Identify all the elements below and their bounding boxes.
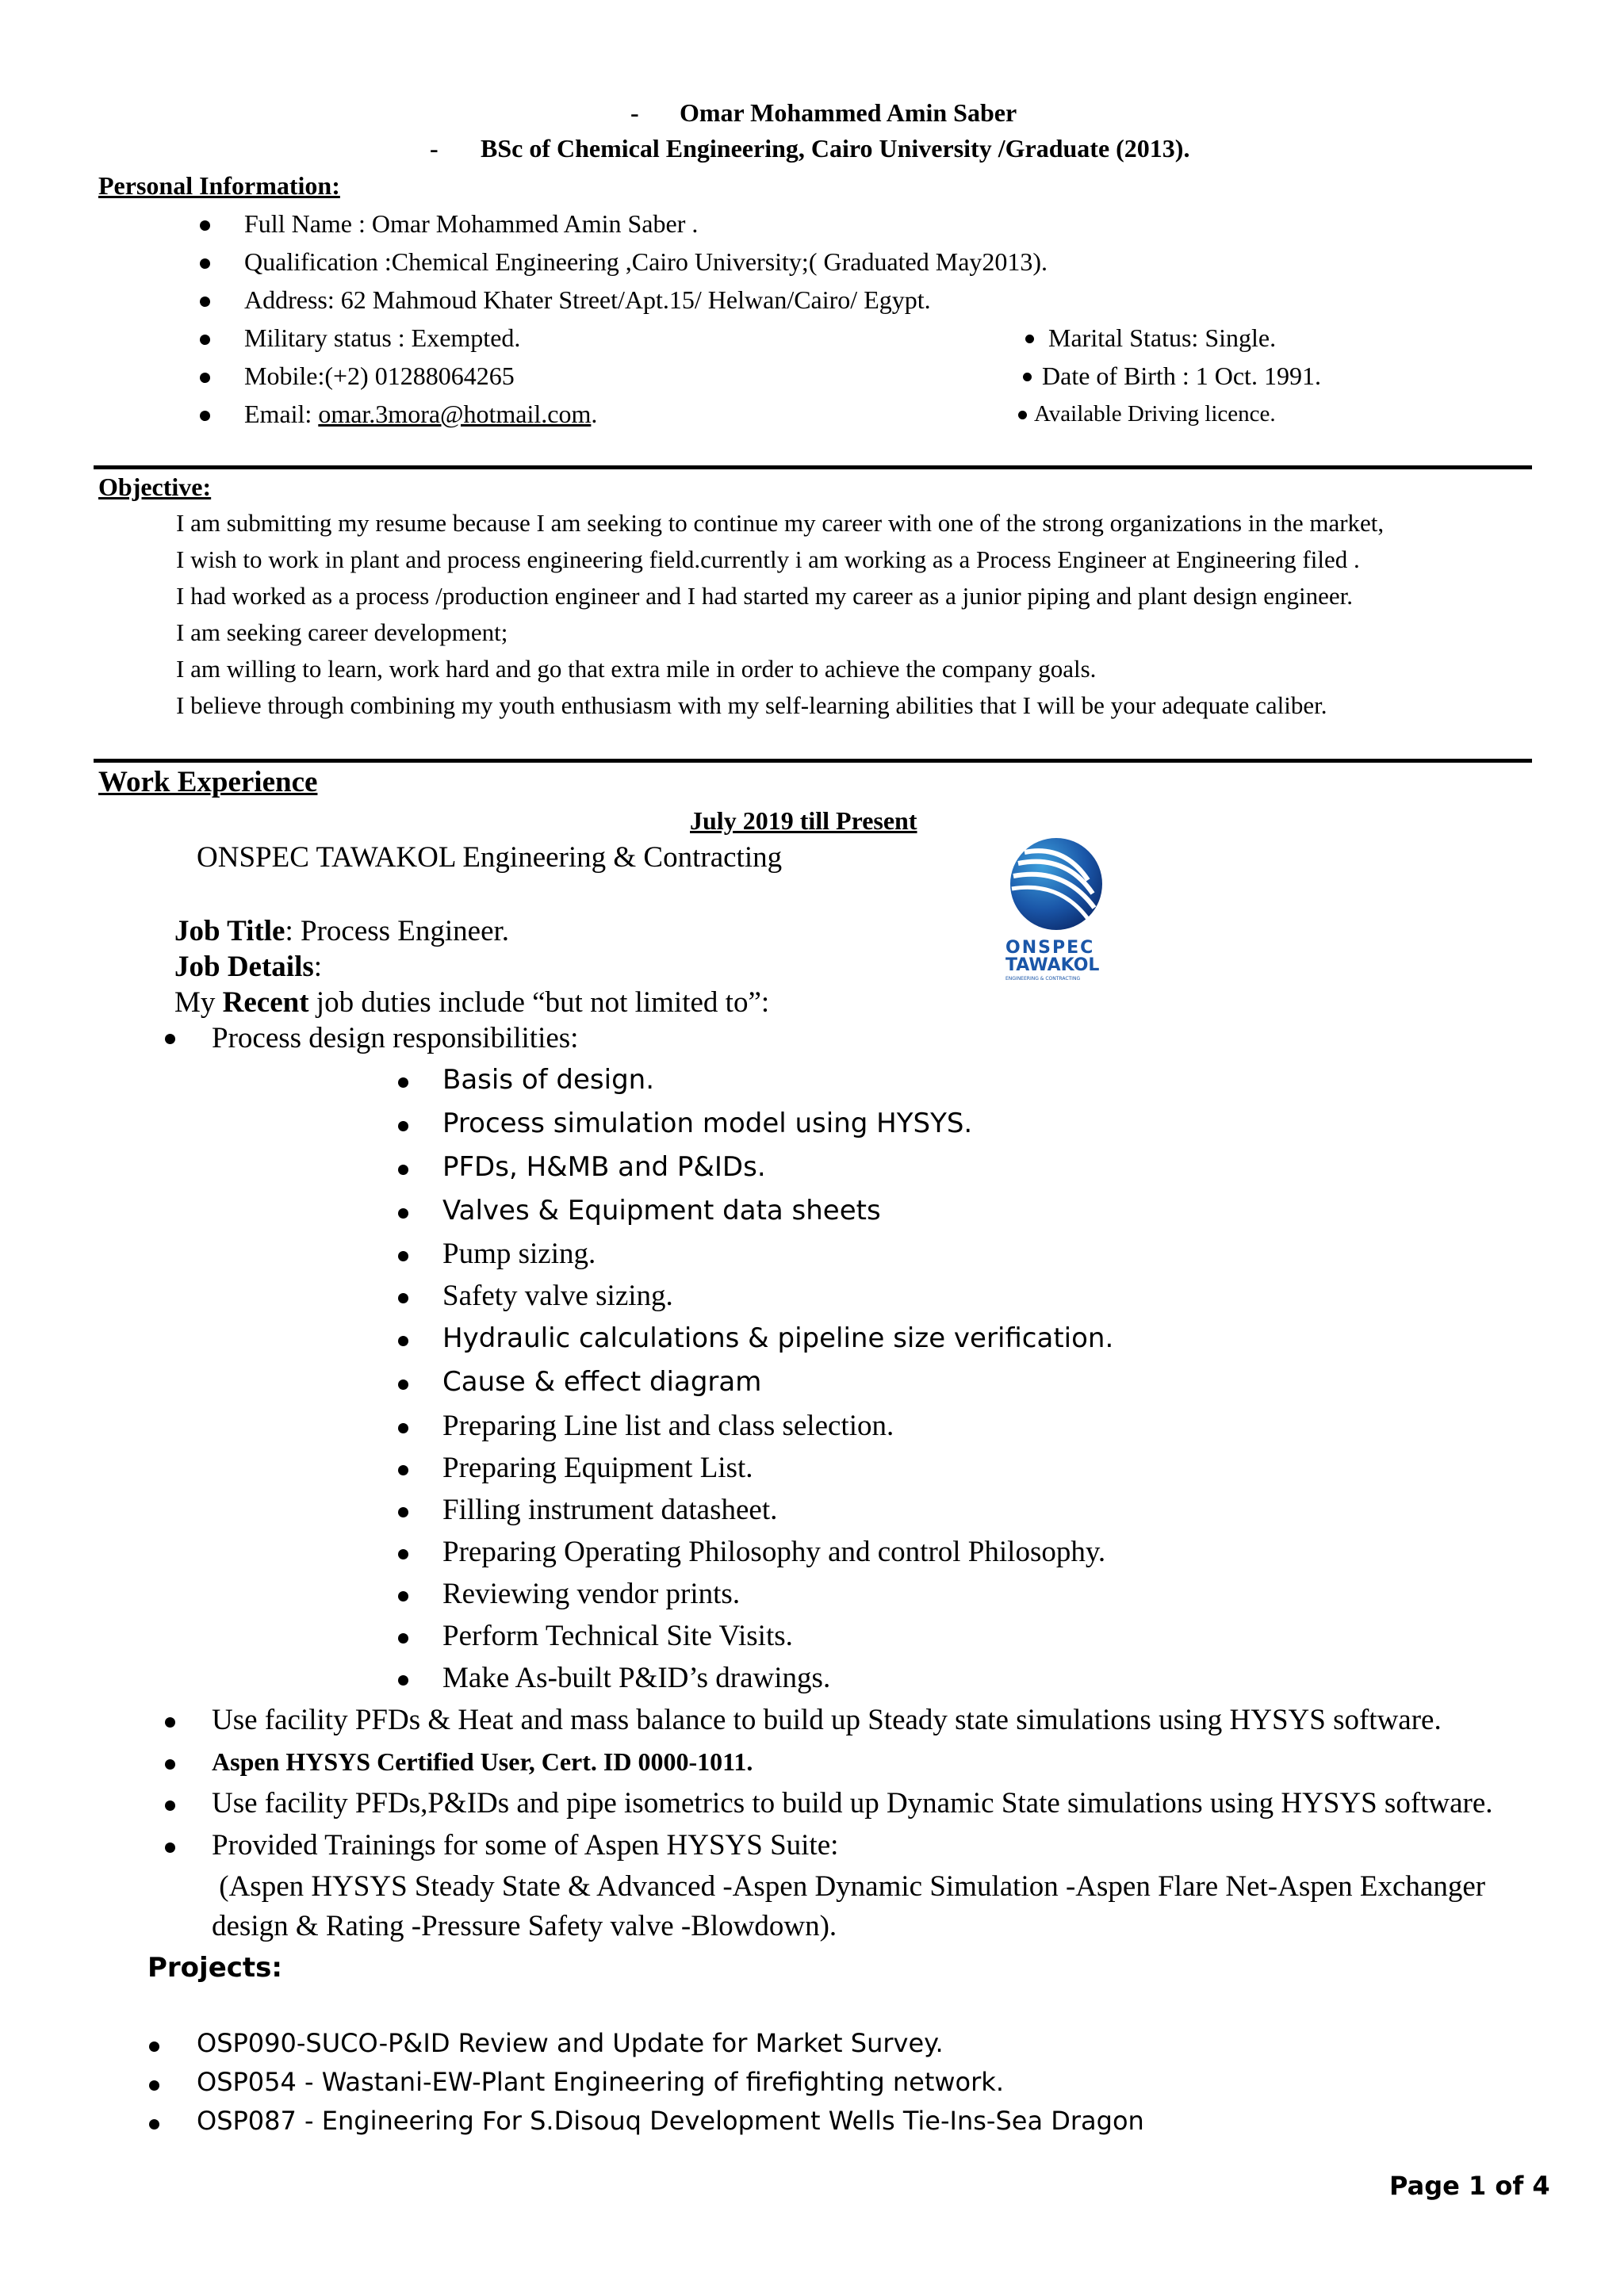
project-item: OSP090-SUCO-P&ID Review and Update for Market Survey.: [197, 2028, 944, 2058]
mobile-item: Mobile:(+2) 01288064265: [244, 362, 515, 390]
duties-suffix: job duties include “but not limited to”:: [308, 986, 770, 1019]
full-name-item: Full Name : Omar Mohammed Amin Saber .: [244, 209, 699, 238]
personal-info-heading: Personal Information:: [98, 171, 340, 200]
company-logo: [1001, 836, 1120, 987]
bullet-icon: [398, 1165, 408, 1175]
candidate-name: Omar Mohammed Amin Saber: [680, 98, 1017, 127]
bullet-icon: [398, 1591, 408, 1601]
email-item: [244, 400, 597, 429]
bullet-icon: [200, 220, 210, 231]
address-item: Address: 62 Mahmoud Khater Street/Apt.15/ Helwan/Cairo/ Egypt.: [244, 285, 931, 314]
bullet-icon: [1025, 335, 1034, 343]
sub-item: Safety valve sizing.: [442, 1280, 673, 1312]
bullet-icon: [165, 1843, 175, 1853]
bullet-icon: [200, 373, 210, 383]
sub-item: Process simulation model using HYSYS.: [442, 1108, 973, 1139]
bullet-icon: [1023, 373, 1032, 381]
sub-item: Cause & effect diagram: [442, 1366, 762, 1398]
bullet-icon: [398, 1293, 408, 1303]
logo-line-3: ENGINEERING & CONTRACTING: [1005, 976, 1081, 982]
sub-item: Preparing Operating Philosophy and control Philosophy.: [442, 1536, 1106, 1568]
objective-line: I am submitting my resume because I am seeking to continue my career with one of the strong organizations in the market,: [176, 509, 1385, 537]
sub-item: Perform Technical Site Visits.: [442, 1620, 793, 1652]
degree-line: BSc of Chemical Engineering, Cairo University /Graduate (2013).: [481, 134, 1190, 163]
duties-bold: Recent: [222, 986, 309, 1019]
bullet-icon: [149, 2080, 159, 2091]
sub-item: Reviewing vendor prints.: [442, 1578, 741, 1610]
objective-line: I am seeking career development;: [176, 618, 508, 646]
section-divider: [94, 759, 1532, 763]
trainings-item: Provided Trainings for some of Aspen HYSYS Suite:: [212, 1829, 839, 1862]
email-suffix: .: [591, 400, 598, 428]
bullet-icon: [165, 1759, 175, 1770]
trainings-detail-line: design & Rating -Pressure Safety valve -Blowdown).: [212, 1910, 837, 1942]
bullet-icon: [398, 1251, 408, 1261]
project-item: OSP054 - Wastani-EW-Plant Engineering of firefighting network.: [197, 2067, 1004, 2097]
marital-status-item: Marital Status: Single.: [1048, 323, 1277, 352]
projects-heading: Projects:: [147, 1952, 282, 1984]
sub-item: Valves & Equipment data sheets: [442, 1195, 881, 1226]
email-label: Email:: [244, 400, 319, 428]
sub-item: Pump sizing.: [442, 1238, 596, 1270]
military-status-item: Military status : Exempted.: [244, 323, 521, 352]
sub-item: PFDs, H&MB and P&IDs.: [442, 1151, 766, 1183]
objective-heading: Objective:: [98, 473, 212, 501]
process-design-item: Process design responsibilities:: [212, 1022, 579, 1054]
sub-item: Preparing Line list and class selection.: [442, 1410, 894, 1442]
driving-licence-item: Available Driving licence.: [1034, 401, 1276, 427]
email-link[interactable]: omar.3mora@hotmail.com: [318, 400, 592, 428]
degree-dash: -: [430, 134, 439, 163]
duties-prefix: My: [174, 986, 223, 1019]
bullet-icon: [149, 2119, 159, 2130]
bullet-icon: [398, 1121, 408, 1131]
bullet-icon: [398, 1336, 408, 1346]
objective-line: I wish to work in plant and process engineering field.currently i am working as a Process Engineer at Engineering filed .: [176, 545, 1360, 573]
bullet-icon: [200, 258, 210, 269]
dynamic-state-item: Use facility PFDs,P&IDs and pipe isometrics to build up Dynamic State simulations using HYSYS software.: [212, 1787, 1493, 1820]
company-name: ONSPEC TAWAKOL Engineering & Contracting: [197, 841, 783, 874]
bullet-icon: [165, 1034, 175, 1044]
job-details-colon: :: [313, 951, 323, 983]
trainings-detail-line: (Aspen HYSYS Steady State & Advanced -Aspen Dynamic Simulation -Aspen Flare Net-Aspen Exchanger: [212, 1870, 1486, 1903]
bullet-icon: [398, 1507, 408, 1517]
sub-item: Filling instrument datasheet.: [442, 1494, 778, 1526]
bullet-icon: [398, 1675, 408, 1686]
bullet-icon: [165, 1800, 175, 1811]
section-divider: [94, 465, 1532, 469]
bullet-icon: [200, 411, 210, 421]
bullet-icon: [200, 335, 210, 345]
job-details-line: [174, 950, 322, 984]
work-period: July 2019 till Present: [690, 806, 917, 835]
steady-state-item: Use facility PFDs & Heat and mass balance to build up Steady state simulations using HYSYS software.: [212, 1704, 1442, 1736]
sub-item: Make As-built P&ID’s drawings.: [442, 1662, 831, 1694]
sub-item: Basis of design.: [442, 1064, 655, 1096]
bullet-icon: [149, 2042, 159, 2052]
page-number: Page 1 of 4: [1389, 2171, 1550, 2201]
bullet-icon: [165, 1717, 175, 1728]
certification-item: Aspen HYSYS Certified User, Cert. ID 0000-1011.: [212, 1747, 753, 1776]
objective-line: I am willing to learn, work hard and go that extra mile in order to achieve the company goals.: [176, 655, 1097, 683]
bullet-icon: [398, 1380, 408, 1390]
bullet-icon: [200, 297, 210, 307]
objective-line: I believe through combining my youth enthusiasm with my self-learning abilities that I will be your adequate caliber.: [176, 691, 1327, 719]
job-details-label: Job Details: [174, 951, 314, 983]
job-title-line: [174, 914, 509, 948]
objective-line: I had worked as a process /production engineer and I had started my career as a junior piping and plant design engineer.: [176, 582, 1354, 610]
bullet-icon: [398, 1465, 408, 1475]
project-item: OSP087 - Engineering For S.Disouq Development Wells Tie-Ins-Sea Dragon: [197, 2106, 1144, 2136]
bullet-icon: [398, 1633, 408, 1644]
logo-line-1: ONSPEC: [1005, 938, 1095, 958]
sub-item: Hydraulic calculations & pipeline size verification.: [442, 1322, 1114, 1354]
qualification-item: Qualification :Chemical Engineering ,Cairo University;( Graduated May2013).: [244, 247, 1048, 276]
date-of-birth-item: Date of Birth : 1 Oct. 1991.: [1042, 362, 1321, 390]
sub-item: Preparing Equipment List.: [442, 1452, 753, 1484]
bullet-icon: [398, 1423, 408, 1433]
bullet-icon: [398, 1549, 408, 1559]
job-title-value: : Process Engineer.: [285, 915, 510, 947]
name-dash: -: [630, 98, 639, 127]
work-experience-heading: Work Experience: [98, 766, 318, 798]
logo-line-2: TAWAKOL: [1005, 955, 1100, 975]
bullet-icon: [1018, 411, 1027, 419]
job-title-label: Job Title: [174, 915, 285, 947]
bullet-icon: [398, 1208, 408, 1219]
duties-intro: [174, 985, 769, 1020]
bullet-icon: [398, 1077, 408, 1088]
